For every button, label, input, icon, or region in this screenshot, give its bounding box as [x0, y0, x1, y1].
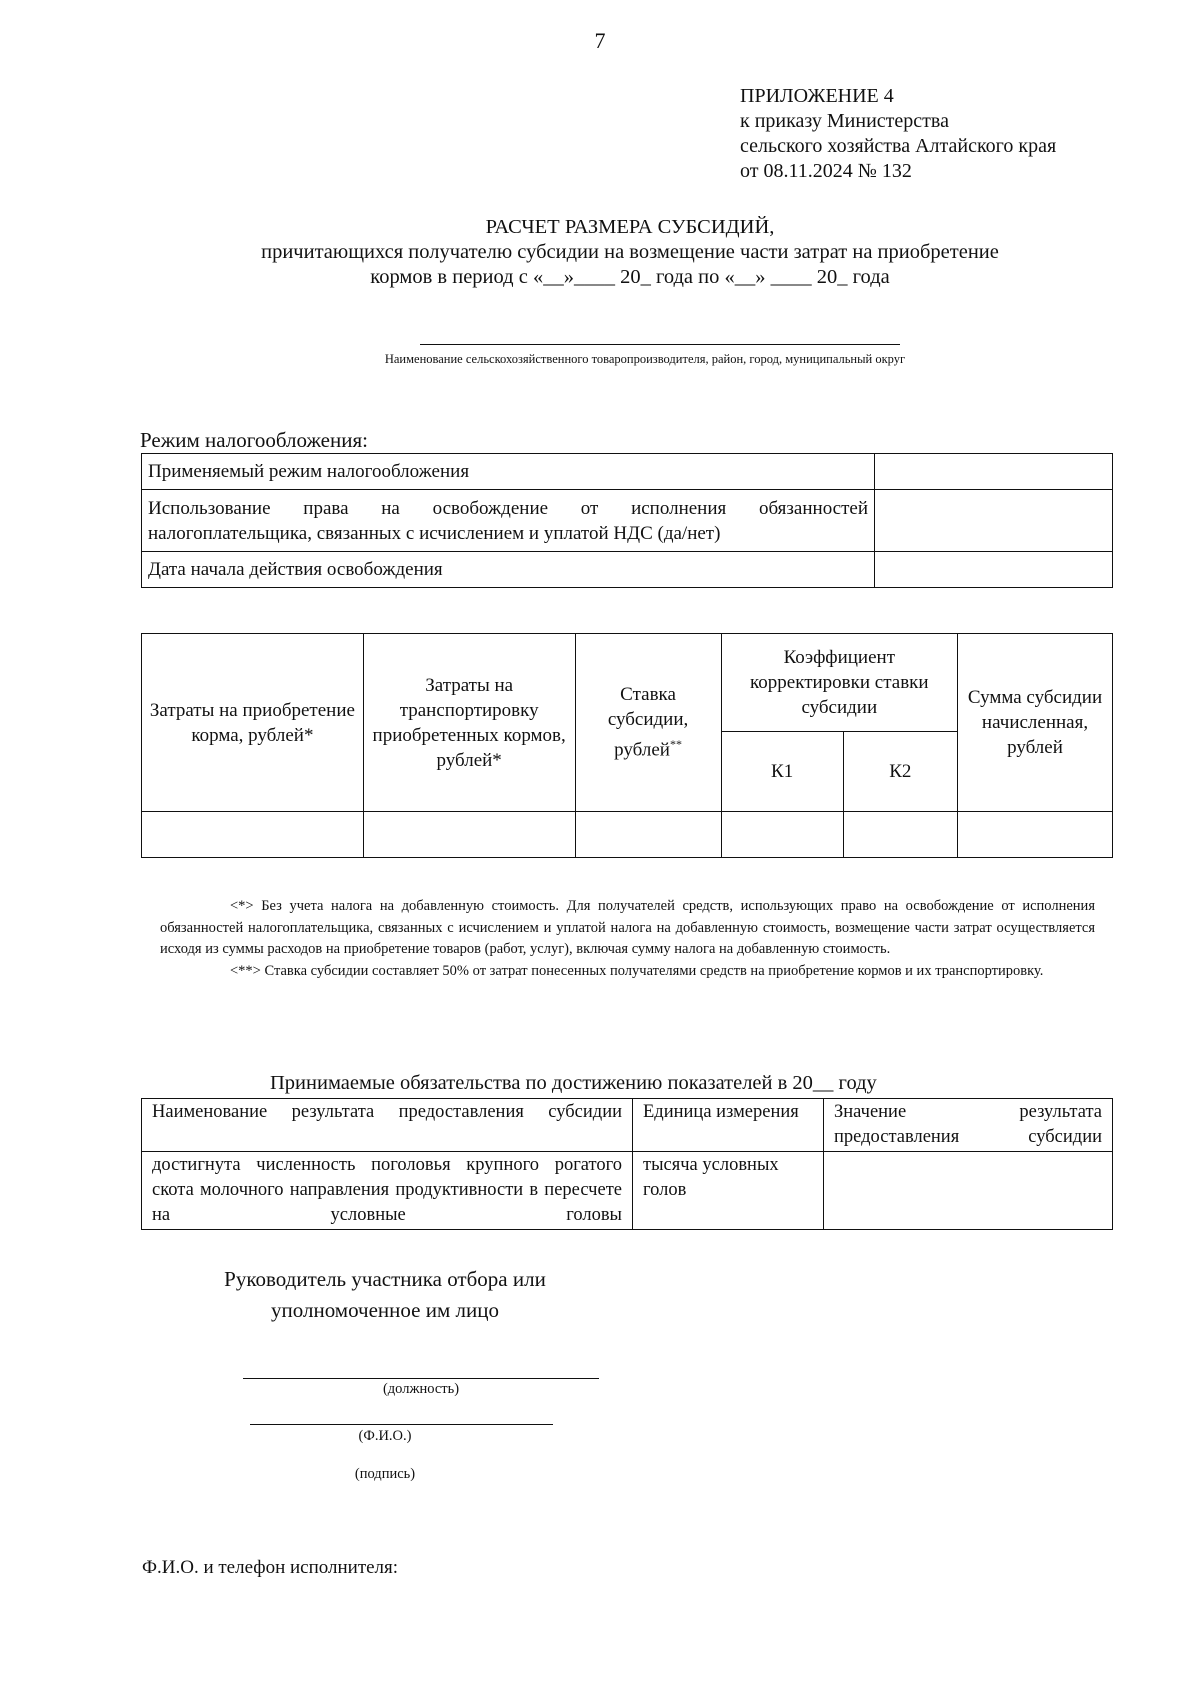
signature-caption: (подпись) — [354, 1466, 416, 1482]
header-subsidy-amount: Сумма субсидии начисленная, рублей — [958, 634, 1113, 812]
tax-regime-heading: Режим налогообложения: — [140, 428, 368, 452]
table-header-row — [142, 1099, 1113, 1152]
producer-name-caption: Наименование сельскохозяйственного товаропроизводителя, район, город, муниципальный округ — [384, 352, 906, 366]
position-caption: (должность) — [382, 1381, 460, 1397]
table-cell — [142, 812, 364, 858]
footnote-2: <**> Ставка субсидии составляет 50% от затрат понесенных получателями средств на приобретение кормов и их транспортировку. — [230, 962, 1044, 979]
table-row — [142, 1152, 1113, 1230]
tax-row-value — [875, 490, 1113, 552]
table-cell — [843, 812, 957, 858]
title-line-3: кормов в период с «__»____ 20_ года по «__» ____ 20_ года — [370, 266, 890, 288]
appendix-line-2: к приказу Министерства — [740, 110, 949, 132]
producer-name-line — [420, 344, 900, 345]
tax-row-label: Дата начала действия освобождения — [142, 552, 875, 588]
table-cell — [721, 812, 843, 858]
appendix-line-1: ПРИЛОЖЕНИЕ 4 — [740, 85, 894, 107]
signatory-title — [165, 1264, 605, 1326]
tax-row-label: Применяемый режим налогообложения — [142, 454, 875, 490]
executor-label: Ф.И.О. и телефон исполнителя: — [142, 1557, 399, 1578]
header-result-value: Значение результата предоставления субсидии — [824, 1099, 1113, 1152]
table-row — [142, 812, 1113, 858]
tax-row-value — [875, 454, 1113, 490]
tax-row-label: Использование права на освобождение от исполнения обязанностей налогоплательщика, связанных с исчислением и уплатой НДС (да/нет) — [142, 490, 875, 552]
page-number: 7 — [594, 28, 606, 53]
appendix-line-3: сельского хозяйства Алтайского края — [740, 135, 1057, 157]
header-subsidy-rate — [575, 634, 721, 812]
footnotes — [160, 896, 1095, 982]
subsidy-calculation-table — [141, 633, 1113, 858]
header-k1: К1 — [721, 732, 843, 812]
title-line-1: РАСЧЕТ РАЗМЕРА СУБСИДИЙ, — [485, 216, 775, 238]
tax-row-value — [875, 552, 1113, 588]
footnote-1: <*> Без учета налога на добавленную стоимость. Для получателей средств, использующих право на освобождение от исполнения обязанностей налогоплательщика, связанных с исчислением и уплатой налога на добавленную стоимость, возмещение части затрат осуществляется исходя из суммы расходов на приобретение товаров (работ, услуг), включая сумму налога на добавленную стоимость. — [160, 898, 1095, 957]
tax-regime-table — [141, 453, 1113, 588]
table-row — [142, 552, 1113, 588]
title-line-2: причитающихся получателю субсидии на возмещение части затрат на приобретение — [261, 241, 999, 263]
document-title — [130, 215, 1130, 290]
full-name-line — [250, 1424, 553, 1425]
table-row — [142, 454, 1113, 490]
obligations-table — [141, 1098, 1113, 1230]
header-feed-costs: Затраты на приобретение корма, рублей* — [142, 634, 364, 812]
subsidy-rate-label: Ставка субсидии, рублей — [607, 684, 689, 761]
position-line — [243, 1378, 599, 1379]
full-name-caption: (Ф.И.О.) — [358, 1428, 412, 1444]
header-unit: Единица измерения — [633, 1099, 824, 1152]
appendix-header — [740, 84, 1056, 184]
appendix-line-4: от 08.11.2024 № 132 — [740, 160, 912, 182]
result-name-cell: достигнута численность поголовья крупного рогатого скота молочного направления продуктивности в пересчете на условные головы — [142, 1152, 633, 1230]
subsidy-rate-footnote-mark: ** — [669, 737, 682, 752]
result-value-cell — [824, 1152, 1113, 1230]
signatory-line-2: уполномоченное им лицо — [271, 1298, 499, 1322]
table-cell — [575, 812, 721, 858]
header-coefficient-group: Коэффициент корректировки ставки субсидии — [721, 634, 957, 732]
obligations-heading: Принимаемые обязательства по достижению показателей в 20__ году — [270, 1072, 877, 1094]
signatory-line-1: Руководитель участника отбора или — [224, 1267, 546, 1291]
header-k2: К2 — [843, 732, 957, 812]
table-row — [142, 490, 1113, 552]
unit-cell: тысяча условных голов — [633, 1152, 824, 1230]
header-result-name: Наименование результата предоставления субсидии — [142, 1099, 633, 1152]
header-transport-costs: Затраты на транспортировку приобретенных кормов, рублей* — [363, 634, 575, 812]
table-header-row — [142, 634, 1113, 732]
table-cell — [958, 812, 1113, 858]
table-cell — [363, 812, 575, 858]
